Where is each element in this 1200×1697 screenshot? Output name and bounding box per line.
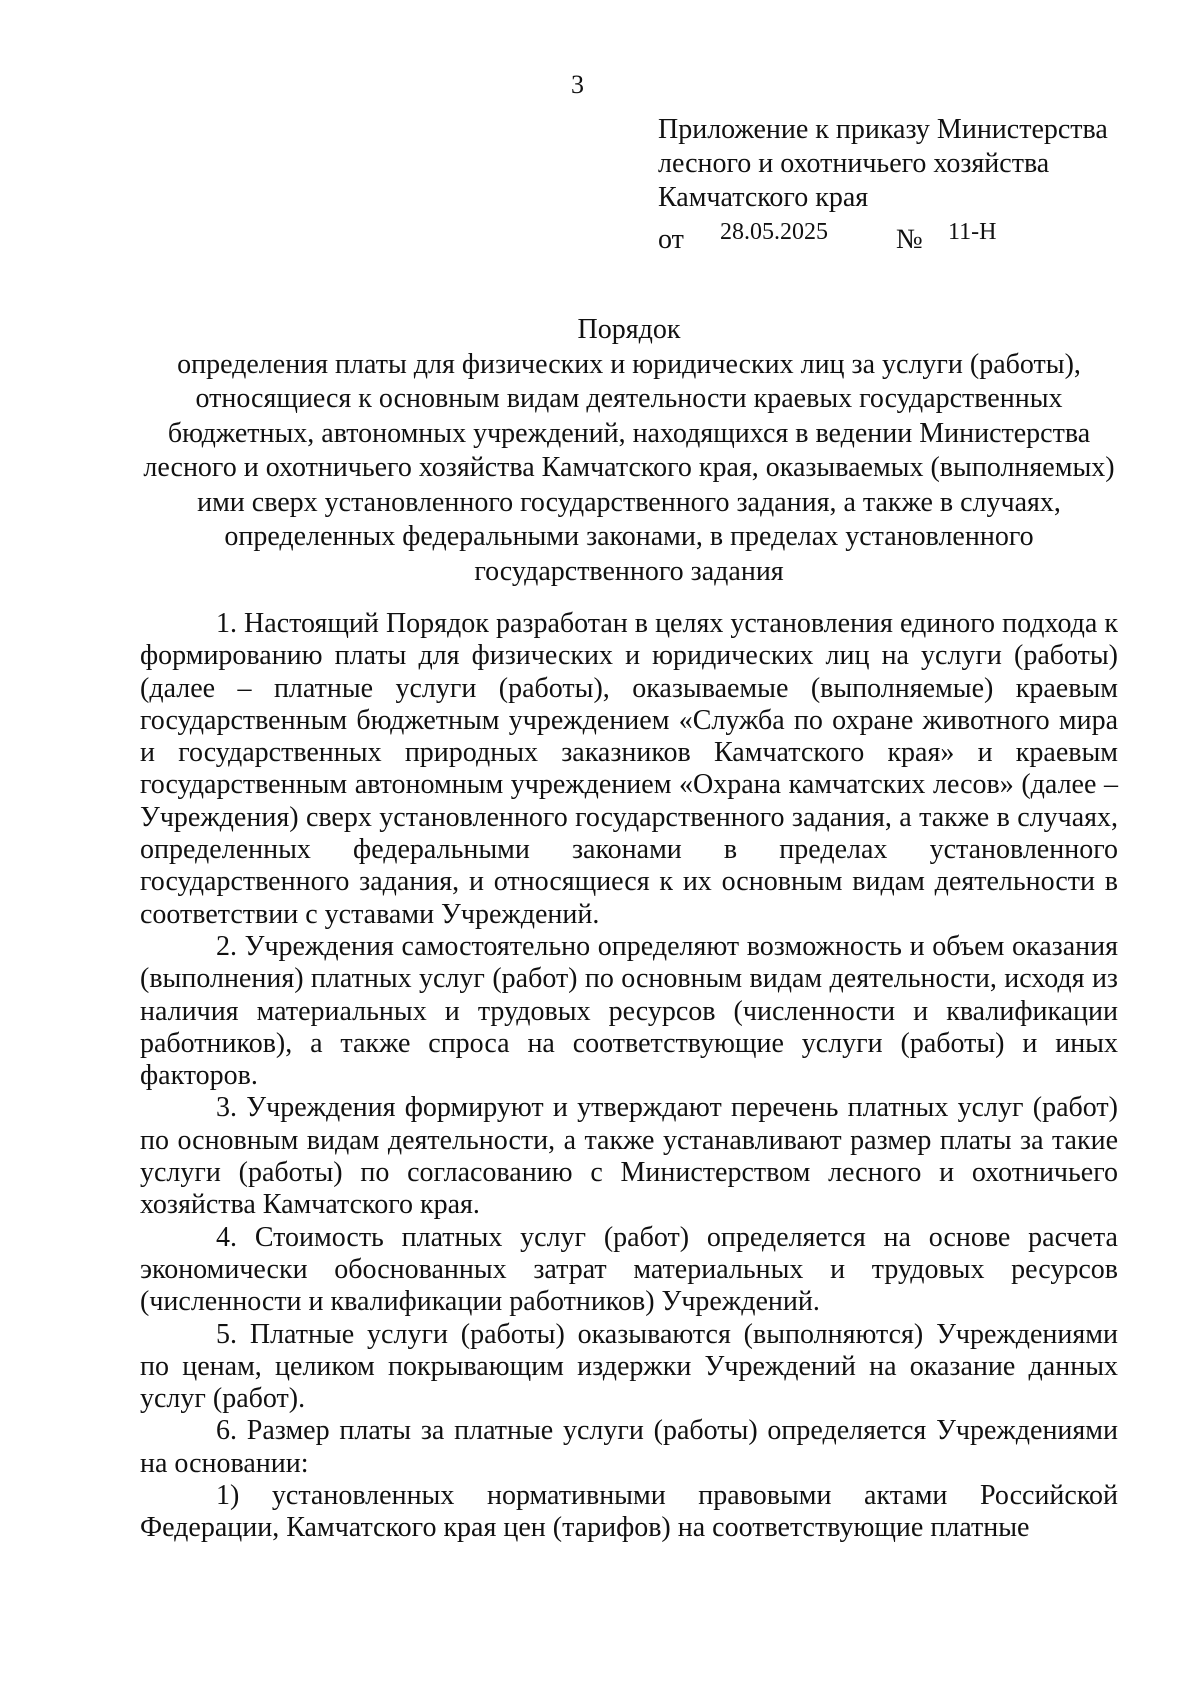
document-body — [140, 608, 1118, 1545]
paragraph-4: 4. Стоимость платных услуг (работ) определяется на основе расчета экономически обоснованных затрат материальных и трудовых ресурсов (численности и квалификации работников) Учреждений. — [140, 1221, 1118, 1318]
order-reference — [658, 215, 1158, 255]
paragraph-2: 2. Учреждения самостоятельно определяют возможность и объем оказания (выполнения) платных услуг (работ) по основным видам деятельности, исходя из наличия материальных и трудовых ресурсов (численности и квалификации работников), а также спроса на соответствующие услуги (работы) и иных факторов. — [140, 930, 1118, 1092]
order-number-sign: № — [896, 224, 923, 255]
title-subtitle: определения платы для физических и юридических лиц за услуги (работы), относящиеся к основным видам деятельности краевых государственных бюджетных, автономных учреждений, находящихся в ведении Министерства лесного и охотничьего хозяйства Камчатского края, оказываемых (выполняемых) ими сверх установленного государственного задания, а также в случаях, определенных федеральными законами, в пределах установленного государственного задания — [143, 348, 1115, 587]
paragraph-1: 1. Настоящий Порядок разработан в целях установления единого подхода к формированию платы для физических и юридических лиц на услуги (работы) (далее – платные услуги (работы), оказываемые (выполняемые) краевым государственным бюджетным учреждением «Служба по охране животного мира и государственных природных заказников Камчатского края» и краевым государственным автономным учреждением «Охрана камчатских лесов» (далее – Учреждения) сверх установленного государственного задания, а также в случаях, определенных федеральными законами в пределах установленного государственного задания, и относящиеся к их основным видам деятельности в соответствии с уставами Учреждений. — [140, 608, 1118, 930]
appendix-line-3: Камчатского края — [658, 182, 869, 213]
paragraph-6: 6. Размер платы за платные услуги (работы) определяется Учреждениями на основании: — [140, 1415, 1118, 1479]
appendix-header — [658, 113, 1158, 255]
paragraph-6-1: 1) установленных нормативными правовыми актами Российской Федерации, Камчатского края цен (тарифов) на соответствующие платные — [140, 1480, 1118, 1544]
document-title — [140, 313, 1118, 589]
paragraph-3: 3. Учреждения формируют и утверждают перечень платных услуг (работ) по основным видам деятельности, а также устанавливают размер платы за такие услуги (работы) по согласованию с Министерством лесного и охотничьего хозяйства Камчатского края. — [140, 1092, 1118, 1221]
title-heading: Порядок — [577, 314, 681, 345]
order-from-label: от — [658, 224, 684, 255]
page-number: 3 — [571, 70, 584, 99]
order-date: 28.05.2025 — [720, 219, 828, 245]
paragraph-5: 5. Платные услуги (работы) оказываются (выполняются) Учреждениями по ценам, целиком покрывающим издержки Учреждений на оказание данных услуг (работ). — [140, 1318, 1118, 1415]
appendix-line-2: лесного и охотничьего хозяйства — [658, 148, 1050, 179]
appendix-line-1: Приложение к приказу Министерства — [658, 114, 1108, 145]
order-number: 11-Н — [948, 219, 997, 245]
